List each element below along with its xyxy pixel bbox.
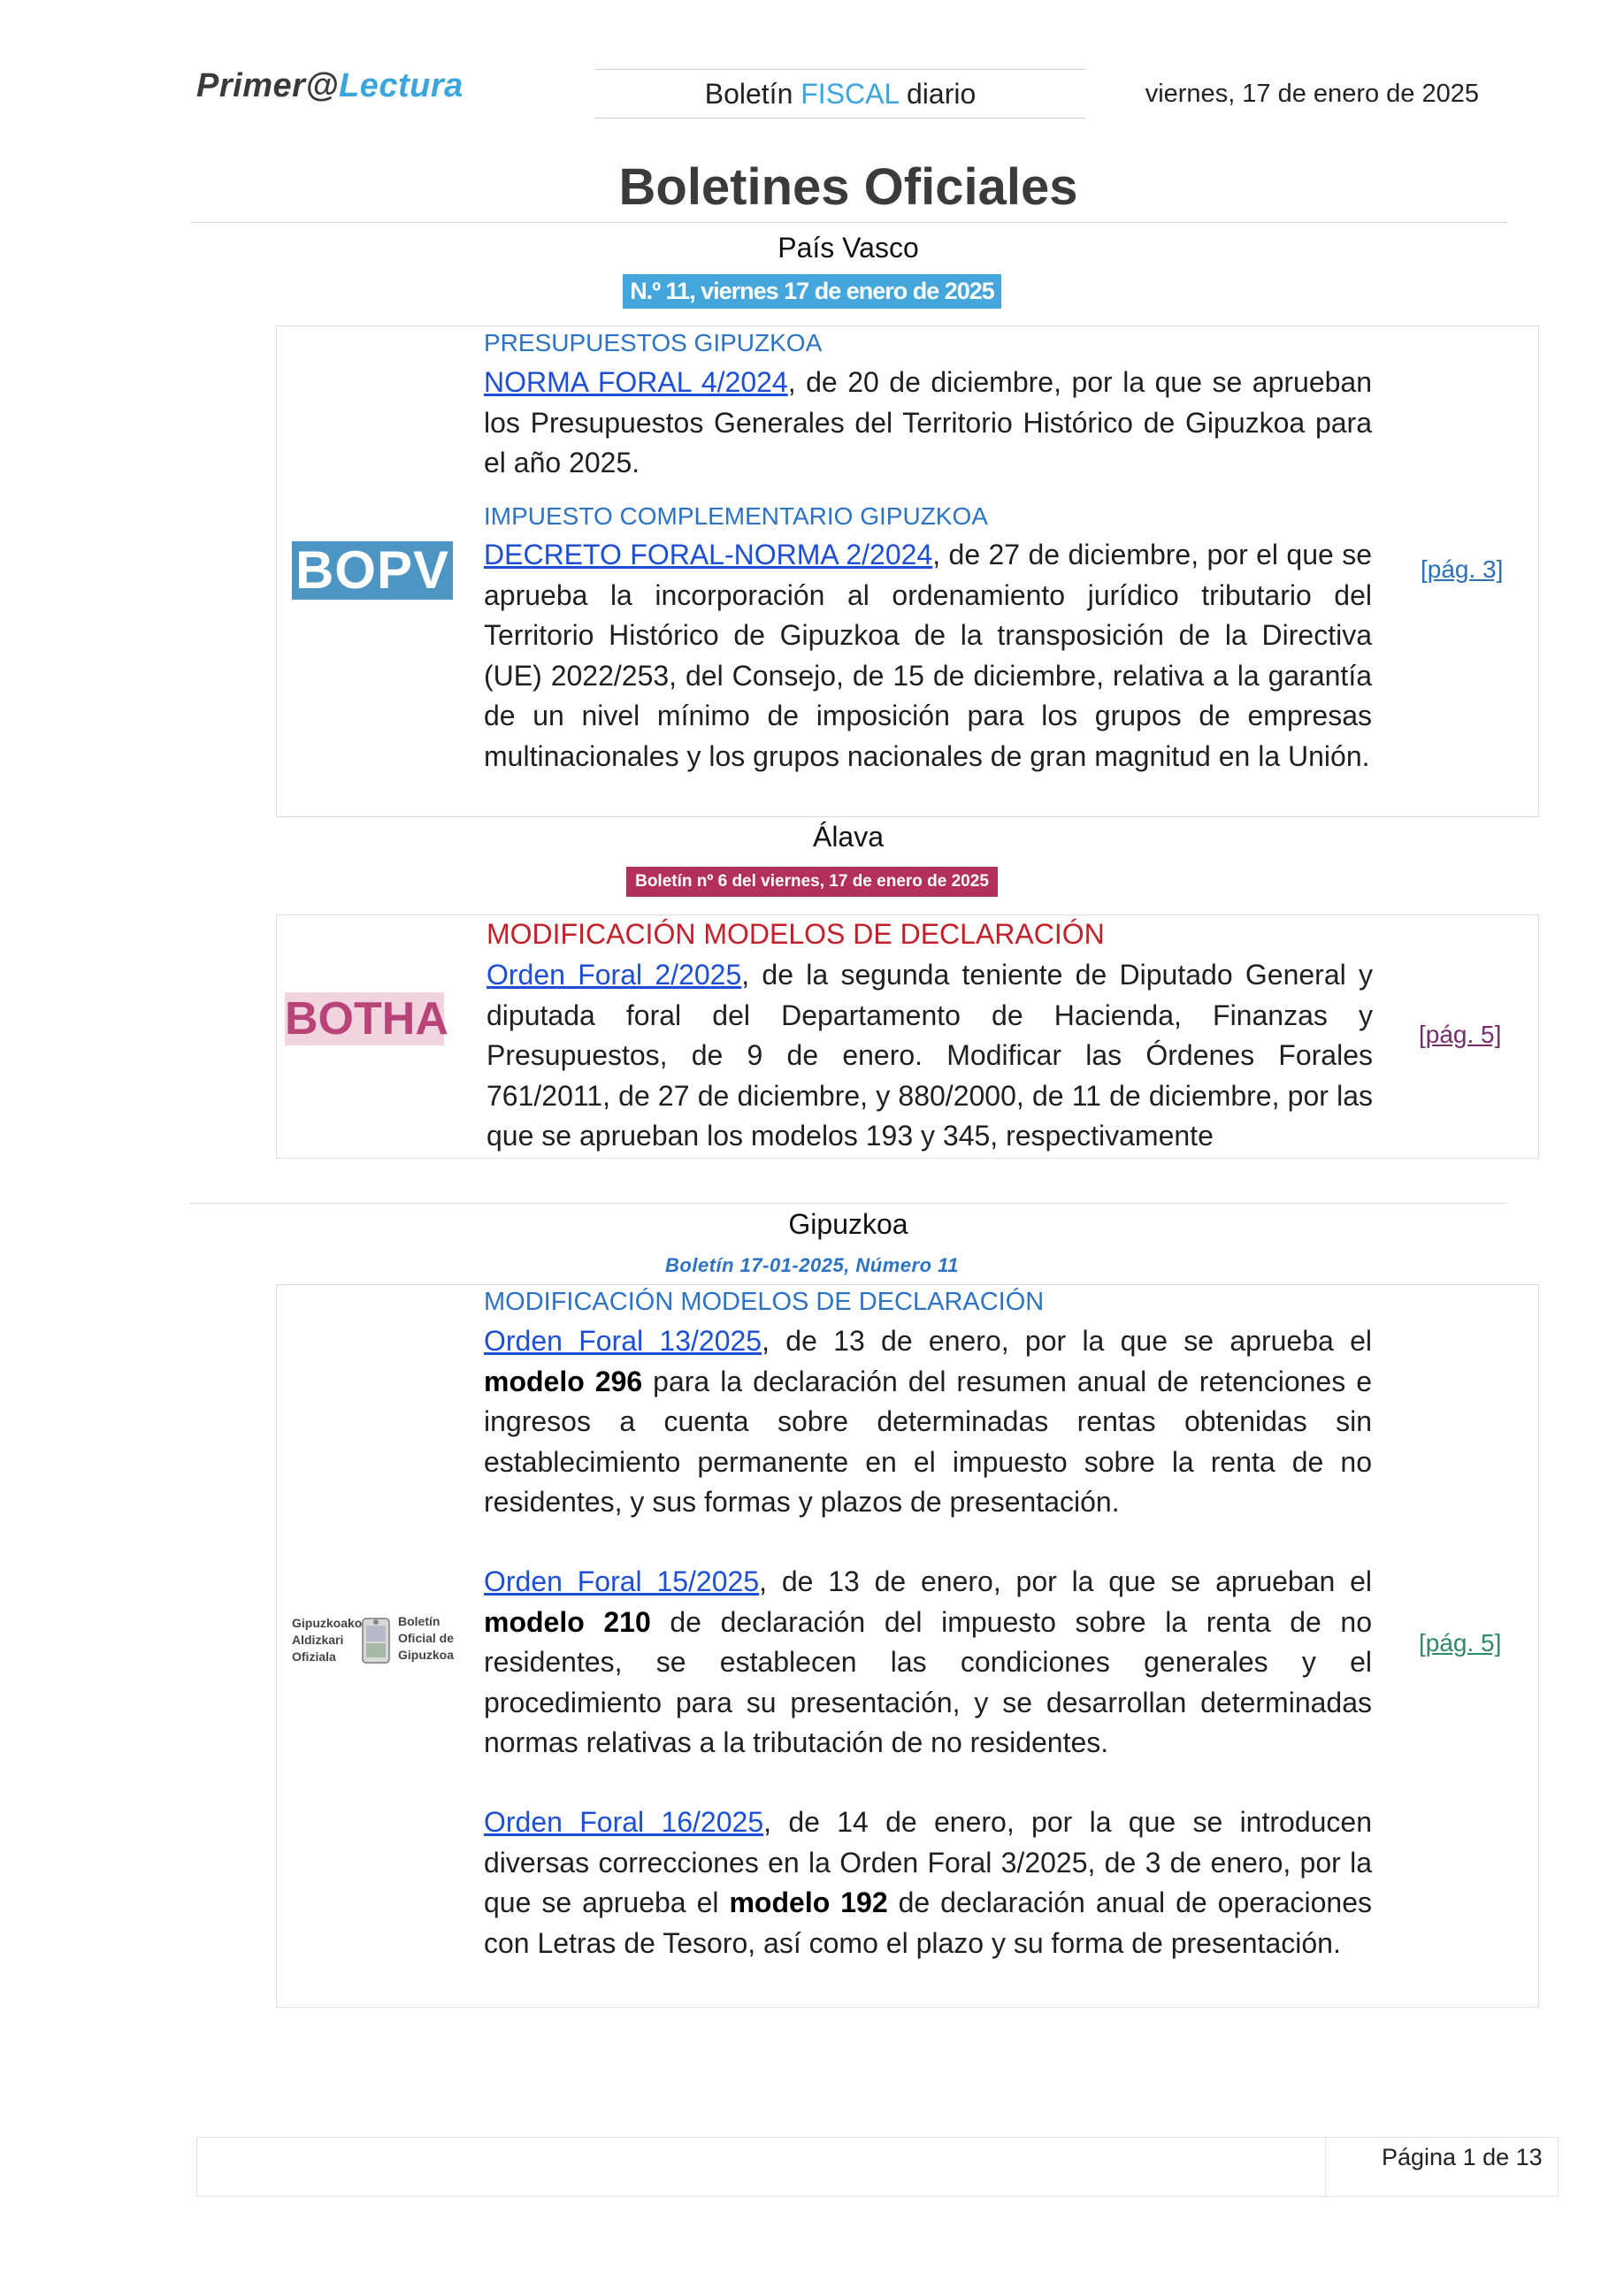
bulletin-badge-bog: Boletín 17-01-2025, Número 11	[665, 1254, 959, 1276]
entry-text: Orden Foral 16/2025, de 14 de enero, por la que se introducen diversas correcciones en la Orden Foral 3/2025, de 3 de enero, por la que se aprueba el modelo 192 de declaración anual de operaciones con Letras de Tesoro, así como el plazo y su forma de presentación.	[484, 1806, 1373, 1959]
bopv-logo: BOPV	[292, 541, 453, 600]
orden-foral-2-2025-link[interactable]: Orden Foral 2/2025	[486, 959, 742, 991]
entry-topic: MODIFICACIÓN MODELOS DE DECLARACIÓN	[484, 1288, 1045, 1316]
entry-text: DECRETO FORAL-NORMA 2/2024, de 27 de diciembre, por el que se aprueba la incorporación al ordenamiento jurídico tributario del Territorio Histórico de Gipuzkoa de la transposición de la Directiva (UE) 2022/253, del Consejo, de 15 de diciembre, relativa a la garantía de un nivel mínimo de imposición para los grupos de empresas multinacionales y los grupos nacionales de gran magnitud en la Unión.	[484, 539, 1373, 772]
region-heading-pais-vasco: País Vasco	[778, 232, 919, 264]
region-heading-alava: Álava	[812, 821, 885, 853]
norma-foral-link[interactable]: NORMA FORAL 4/2024	[484, 366, 788, 398]
footer-divider	[1325, 2137, 1326, 2197]
page-link-botha[interactable]: [pág. 5]	[1419, 1021, 1502, 1048]
orden-foral-13-2025-link[interactable]: Orden Foral 13/2025	[484, 1325, 762, 1357]
page-title: Boletines Oficiales	[189, 157, 1507, 223]
entry-text: Orden Foral 13/2025, de 13 de enero, por la que se aprueba el modelo 296 para la declaración del resumen anual de retenciones e ingresos a cuenta sobre determinadas rentas obtenidas sin establecimiento permanente en el impuesto sobre la renta de no residentes, y sus formas y plazos de presentación.	[484, 1325, 1373, 1518]
gipuzkoa-crest-icon	[361, 1615, 391, 1668]
primera-lectura-logo: Primer@Lectura	[196, 67, 463, 104]
section-divider	[189, 1203, 1507, 1204]
orden-foral-16-2025-link[interactable]: Orden Foral 16/2025	[484, 1806, 764, 1838]
bulletin-badge-botha: Boletín nº 6 del viernes, 17 de enero de 2025	[0, 867, 1624, 897]
bulletin-title: Boletín FISCAL diario	[595, 69, 1085, 119]
entry-text: Orden Foral 15/2025, de 13 de enero, por la que se aprueban el modelo 210 de declaración del impuesto sobre la renta de no residentes, se establecen las condiciones generales y el procedimiento para su presentación, y se desarrollan determinadas normas relativas a la tributación de no residentes.	[484, 1565, 1373, 1758]
entry-text: NORMA FORAL 4/2024, de 20 de diciembre, por la que se aprueban los Presupuestos Generales del Territorio Histórico de Gipuzkoa para el año 2025.	[484, 366, 1373, 478]
footer	[196, 2137, 1559, 2197]
page-link-bog[interactable]: [pág. 5]	[1419, 1629, 1502, 1657]
orden-foral-15-2025-link[interactable]: Orden Foral 15/2025	[484, 1565, 760, 1597]
decreto-foral-norma-link[interactable]: DECRETO FORAL-NORMA 2/2024	[484, 539, 933, 570]
entry-topic: PRESUPUESTOS GIPUZKOA	[484, 329, 823, 356]
entry-text: Orden Foral 2/2025, de la segunda teniente de Diputado General y diputada foral del Departamento de Hacienda, Finanzas y Presupuestos, de 9 de enero. Modificar las Órdenes Forales 761/2011, de 27 de diciembre, y 880/2000, de 11 de diciembre, por las que se aprueban los modelos 193 y 345, respectivamente	[486, 959, 1374, 1152]
botha-logo: BOTHA	[285, 993, 448, 1045]
entry-topic: MODIFICACIÓN MODELOS DE DECLARACIÓN	[486, 918, 1105, 950]
bog-logo	[292, 1610, 455, 1680]
region-heading-gipuzkoa: Gipuzkoa	[788, 1208, 908, 1240]
header-date: viernes, 17 de enero de 2025	[1145, 80, 1479, 108]
page-link-bopv[interactable]: [pág. 3]	[1421, 555, 1504, 583]
bulletin-badge-bopv: N.º 11, viernes 17 de enero de 2025	[0, 274, 1624, 309]
page-number: Página 1 de 13	[1382, 2144, 1543, 2170]
entry-topic: IMPUESTO COMPLEMENTARIO GIPUZKOA	[484, 502, 988, 530]
bog-logo-text-spanish: Boletín Oficial de Gipuzkoa	[398, 1614, 455, 1662]
bog-logo-text-basque: Gipuzkoako Aldizkari Ofiziala	[292, 1616, 363, 1664]
